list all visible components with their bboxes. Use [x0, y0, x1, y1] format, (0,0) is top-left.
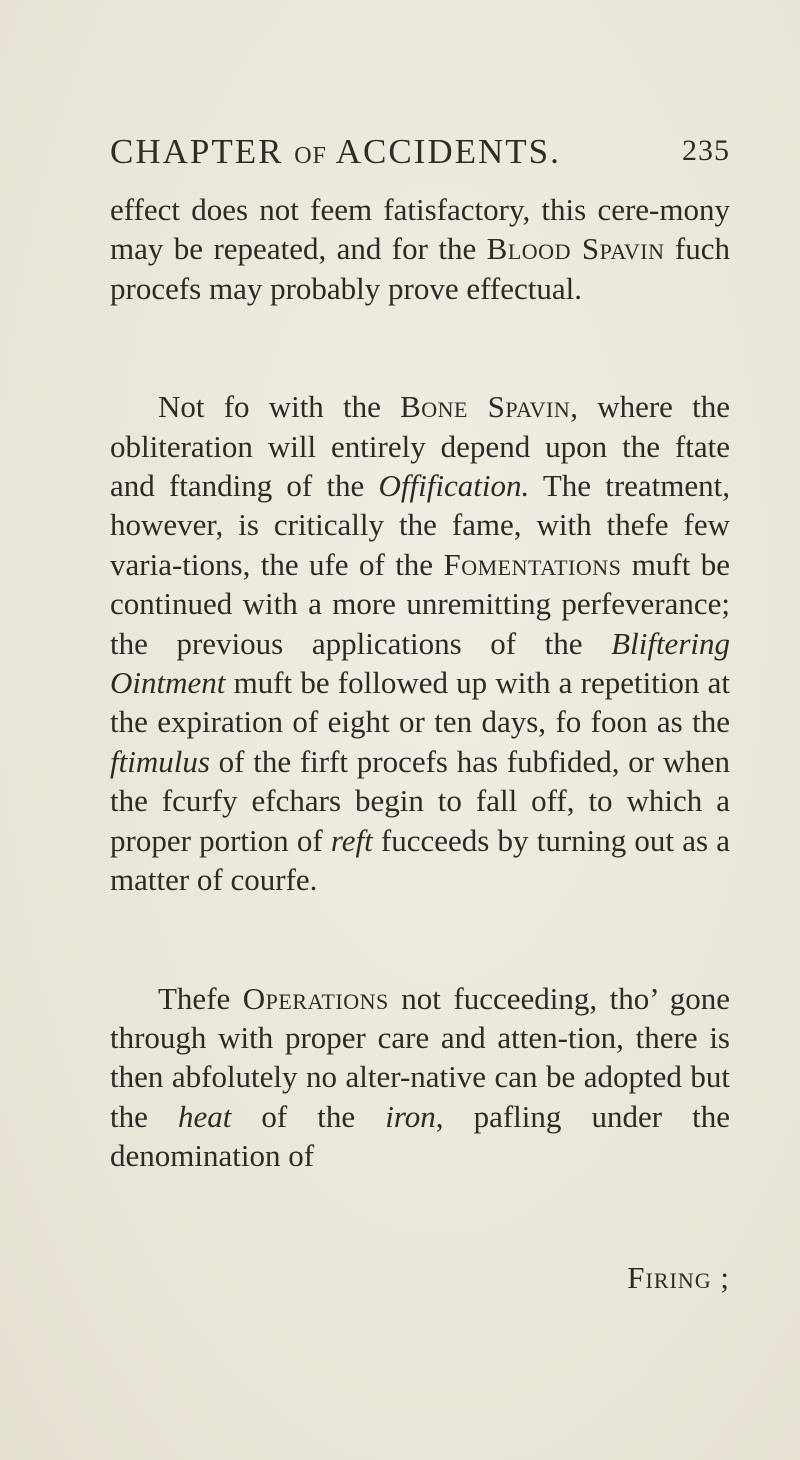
paragraph-1	[110, 190, 730, 308]
text-segment: heat	[177, 1098, 232, 1134]
text-segment: Blood Spavin	[486, 231, 665, 267]
text-segment: Not fo with the	[158, 389, 401, 425]
text-segment: effect does not feem fatisfactory, this cere-mony may be repeated, and for the	[110, 192, 730, 267]
text-segment: Bone Spavin	[400, 389, 571, 425]
text-segment: of the	[231, 1098, 386, 1134]
text-segment: , pafling under the denomination of	[110, 1098, 731, 1174]
text-segment: fucceeds by turning out as a matter of courfe.	[110, 822, 730, 898]
text-segment: of the firft procefs has fubfided, or when the fcurfy efchars begin to fall off, to which a proper portion of	[110, 743, 730, 858]
text-segment: Operations	[242, 980, 389, 1016]
text-segment: Offification.	[378, 468, 530, 504]
text-segment: not fucceeding, tho’ gone through with proper care and atten-tion, there is then abfolutely no alter-native can be adopted but the	[110, 980, 730, 1134]
page-number: 235	[682, 134, 730, 167]
text-segment: ftimulus	[110, 743, 210, 779]
text-segment: The treatment, however, is critically the fame, with thefe few varia-tions, the ufe of the	[110, 468, 731, 582]
text-segment: muft be followed up with a repetition at the expiration of eight or ten days, fo foon as the	[110, 665, 730, 740]
chapter-title-part1: CHAPTER	[110, 132, 295, 171]
running-head	[110, 132, 730, 182]
text-segment: Bliftering Ointment	[110, 625, 730, 701]
text-segment: Thefe	[158, 980, 243, 1016]
chapter-title-part2: ACCIDENTS.	[326, 132, 561, 171]
chapter-title	[110, 132, 561, 172]
text-segment: , where the obliteration will entirely depend upon the ftate and ftanding of the	[110, 389, 730, 504]
text-segment: muft be continued with a more unremitting perfeverance; the previous applications of the	[110, 546, 730, 661]
text-segment: iron	[385, 1098, 436, 1134]
paragraph-gap	[110, 308, 730, 387]
paragraph-2	[110, 387, 730, 899]
catchword: Firing ;	[627, 1260, 730, 1295]
text-segment: fuch procefs may probably prove effectual.	[110, 231, 730, 306]
paragraph-3	[110, 979, 730, 1176]
text-segment: Fomentations	[443, 546, 622, 582]
text-segment: reft	[330, 822, 373, 858]
chapter-title-of: OF	[294, 143, 327, 169]
paragraph-gap	[110, 900, 730, 979]
body-text	[110, 190, 730, 1176]
